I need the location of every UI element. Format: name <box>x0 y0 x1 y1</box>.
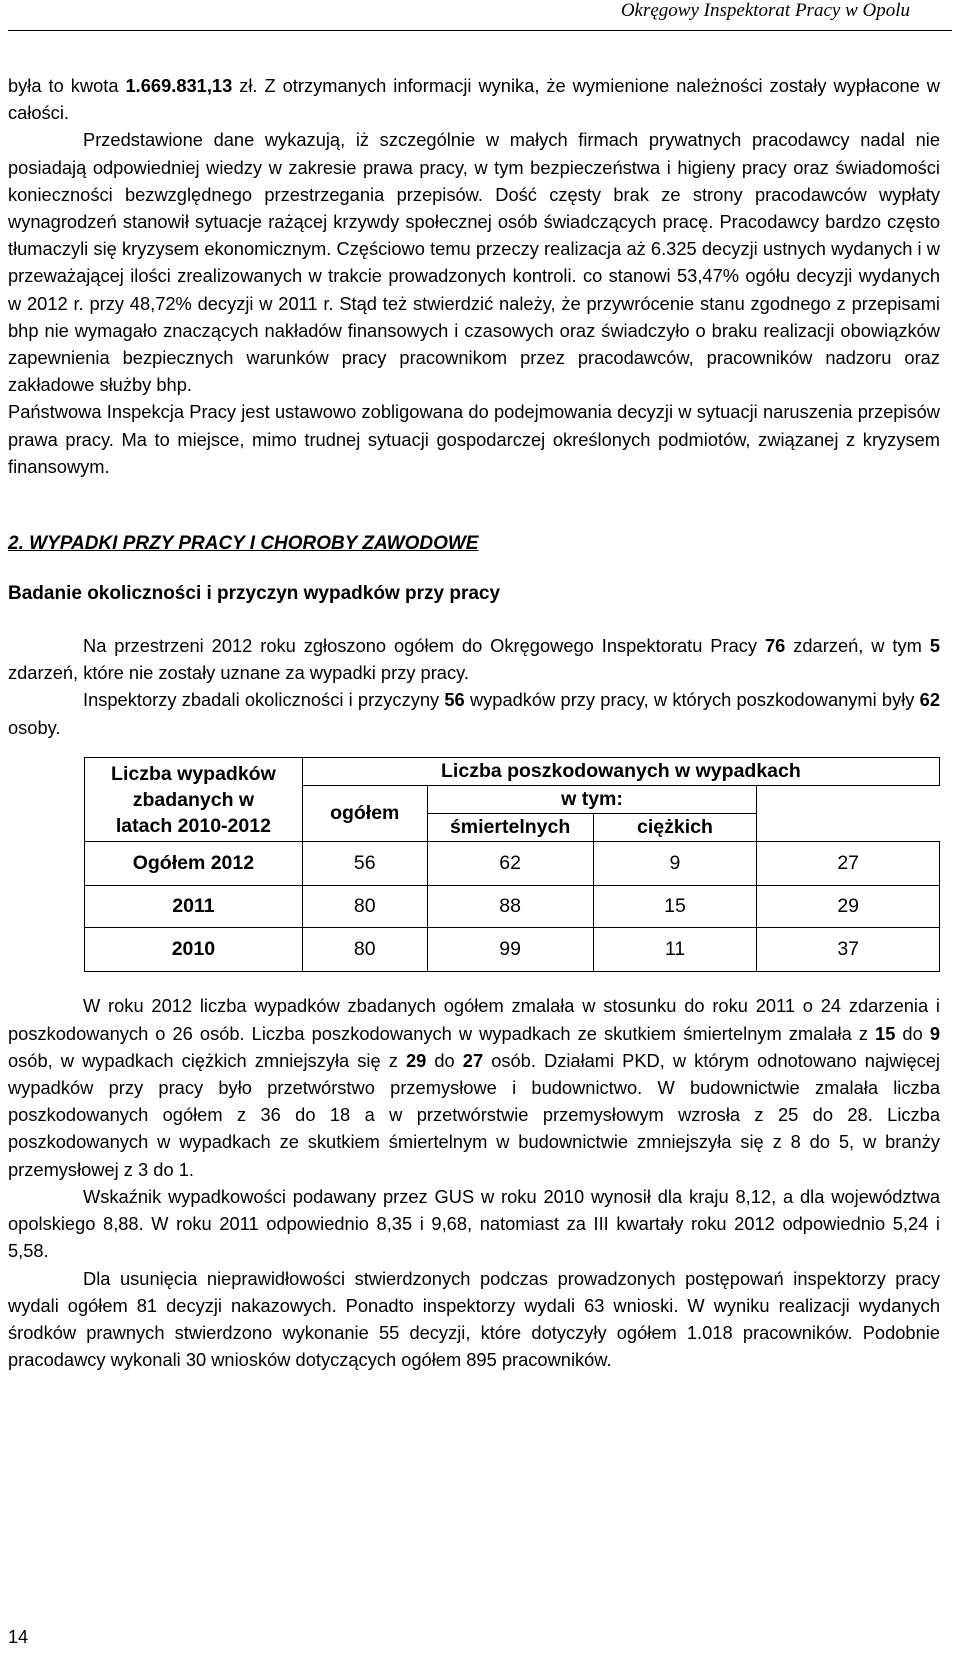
serious-2012: 27 <box>462 1049 484 1071</box>
text: do <box>895 1022 930 1044</box>
page-number: 14 <box>8 1627 29 1647</box>
text: zł. Z otrzymanych informacji wynika, że wymienione należności zostały wypłacone w całości. <box>8 75 941 124</box>
text: Inspektorzy zbadali okoliczności i przyczyny <box>83 689 445 711</box>
cell-injured: 62 <box>427 842 593 886</box>
cell-fatal: 15 <box>593 886 757 928</box>
investigated-count: 56 <box>444 689 465 711</box>
text: wypadków przy pracy, w których poszkodowanymi były <box>464 689 920 711</box>
header-rule <box>8 30 952 31</box>
section-title: 2. WYPADKI PRZY PRACY I CHOROBY ZAWODOWE <box>8 533 479 555</box>
cell-injured: 88 <box>427 886 593 928</box>
cell-serious: 27 <box>757 842 940 886</box>
row-label: 2011 <box>85 886 303 928</box>
paragraph-analysis: Przedstawione dane wykazują, iż szczególnie w małych firmach prywatnych pracodawcy nadal nie posiadają odpowiedniej wiedzy w zakresie prawa pracy, w tym bezpieczeństwa i higieny pracy oraz świadomości konieczności bezwzględnego przestrzegania przepisów. Dość częsty brak ze strony pracodawców wypłaty wynagrodzeń stanowił sytuacje rażącej krzywdy społecznej osób świadczących pracę. Pracodawcy bardzo często tłumaczyli się kryzysem ekonomicznym. Częściowo temu przeczy realizacja aż 6.325 decyzji ustnych wydanych i w przeważającej ilości zrealizowanych w trakcie prowadzonych kontroli. co stanowi 53,47% ogółu decyzji wydanych w 2012 r. przy 48,72% decyzji w 2011 r. Stąd też stwierdzić należy, że przywrócenie stanu zgodnego z przepisami bhp nie wymagało znaczących nakładów finansowych i czasowych oraz świadczyło o braku realizacji obowiązków zapewnienia bezpiecznych warunków pracy pracownikom przez pracodawców, pracowników nadzoru oraz zakładowe służby bhp. <box>8 129 940 396</box>
text: osób, w wypadkach ciężkich zmniejszyła się z <box>8 1049 406 1071</box>
cell-injured: 99 <box>427 928 593 972</box>
page-content <box>8 72 940 1373</box>
header-fatal: śmiertelnych <box>427 814 593 842</box>
text: osób. Działami PKD, w którym odnotowano najwięcej wypadków przy pracy było przetwórstwo przemysłowe i budownictwo. W budownictwie zmalała liczba poszkodowanych ogółem z 36 do 18 a w przetwórstwie przemysłowym wzrosła z 25 do 28. Liczba poszkodowanych w wypadkach ze skutkiem śmiertelnym w budownictwie zmniejszyła się z 8 do 5, w branży przemysłowej z 3 do 1. <box>8 1049 940 1180</box>
cell-serious: 29 <box>757 886 940 928</box>
cell-fatal: 11 <box>593 928 757 972</box>
text: Na przestrzeni 2012 roku zgłoszono ogółem do Okręgowego Inspektoratu Pracy <box>83 635 765 657</box>
table-row <box>85 842 940 886</box>
text: W roku 2012 liczba wypadków zbadanych ogółem zmalała w stosunku do roku 2011 o 24 zdarzenia i poszkodowanych o 26 osób. Liczba poszkodowanych w wypadkach ze skutkiem śmiertelnym zmalała z <box>8 995 940 1044</box>
row-label: 2010 <box>85 928 303 972</box>
paragraph-comparison <box>8 992 940 1182</box>
table-row <box>85 928 940 972</box>
header-injured-group: Liczba poszkodowanych w wypadkach <box>302 757 939 785</box>
paragraph-accident-rate: Wskaźnik wypadkowości podawany przez GUS w roku 2010 wynosił dla kraju 8,12, a dla województwa opolskiego 8,88. W roku 2011 odpowiednio 8,35 i 9,68, natomiast za III kwartały roku 2012 odpowiednio 5,24 i 5,58. <box>8 1185 940 1262</box>
cell-accidents: 80 <box>302 928 427 972</box>
table-row <box>85 886 940 928</box>
header-total: ogółem <box>302 786 427 842</box>
header-accidents-investigated: Liczba wypadków zbadanych w latach 2010-2012 <box>85 757 303 842</box>
events-count: 76 <box>764 635 786 657</box>
cell-accidents: 56 <box>302 842 427 886</box>
fatal-2011: 15 <box>875 1022 896 1044</box>
paragraph-investigated <box>8 686 940 740</box>
header-serious: ciężkich <box>593 814 757 842</box>
running-header: Okręgowy Inspektorat Pracy w Opolu <box>620 0 910 21</box>
paragraph-amount <box>8 72 940 126</box>
header-of-which: w tym: <box>427 786 757 814</box>
text: była to kwota <box>8 75 126 96</box>
text: zdarzeń, które nie zostały uznane za wypadki przy pracy. <box>8 662 469 684</box>
cell-fatal: 9 <box>593 842 757 886</box>
row-label: Ogółem 2012 <box>85 842 303 886</box>
serious-2011: 29 <box>405 1049 427 1071</box>
fatal-2012: 9 <box>929 1022 940 1044</box>
text: zdarzeń, w tym <box>785 635 930 657</box>
paragraph-pip: Państwowa Inspekcja Pracy jest ustawowo zobligowana do podejmowania decyzji w sytuacji naruszenia przepisów prawa pracy. Ma to miejsce, mimo trudnej sytuacji gospodarczej określonych podmiotów, związanej z kryzysem finansowym. <box>8 401 940 477</box>
amount-value: 1.669.831,13 <box>125 75 233 96</box>
non-accident-count: 5 <box>929 635 940 657</box>
paragraph-reported-events <box>8 632 940 686</box>
cell-accidents: 80 <box>302 886 427 928</box>
paragraph-legal-measures: Dla usunięcia nieprawidłowości stwierdzonych podczas prowadzonych postępowań inspektorzy pracy wydali ogółem 81 decyzji nakazowych. Ponadto inspektorzy wydali 63 wnioski. W wyniku realizacji wydanych środków prawnych stwierdzono wykonanie 55 decyzji, które dotyczyły ogółem 1.018 pracowników. Podobnie pracodawcy wykonali 30 wniosków dotyczących ogółem 895 pracowników. <box>8 1267 940 1371</box>
injured-count: 62 <box>919 689 940 711</box>
text: osoby. <box>8 716 61 738</box>
cell-serious: 37 <box>757 928 940 972</box>
text: do <box>426 1049 463 1071</box>
accidents-table <box>84 757 940 973</box>
section-subtitle: Badanie okoliczności i przyczyn wypadków przy pracy <box>8 583 501 605</box>
